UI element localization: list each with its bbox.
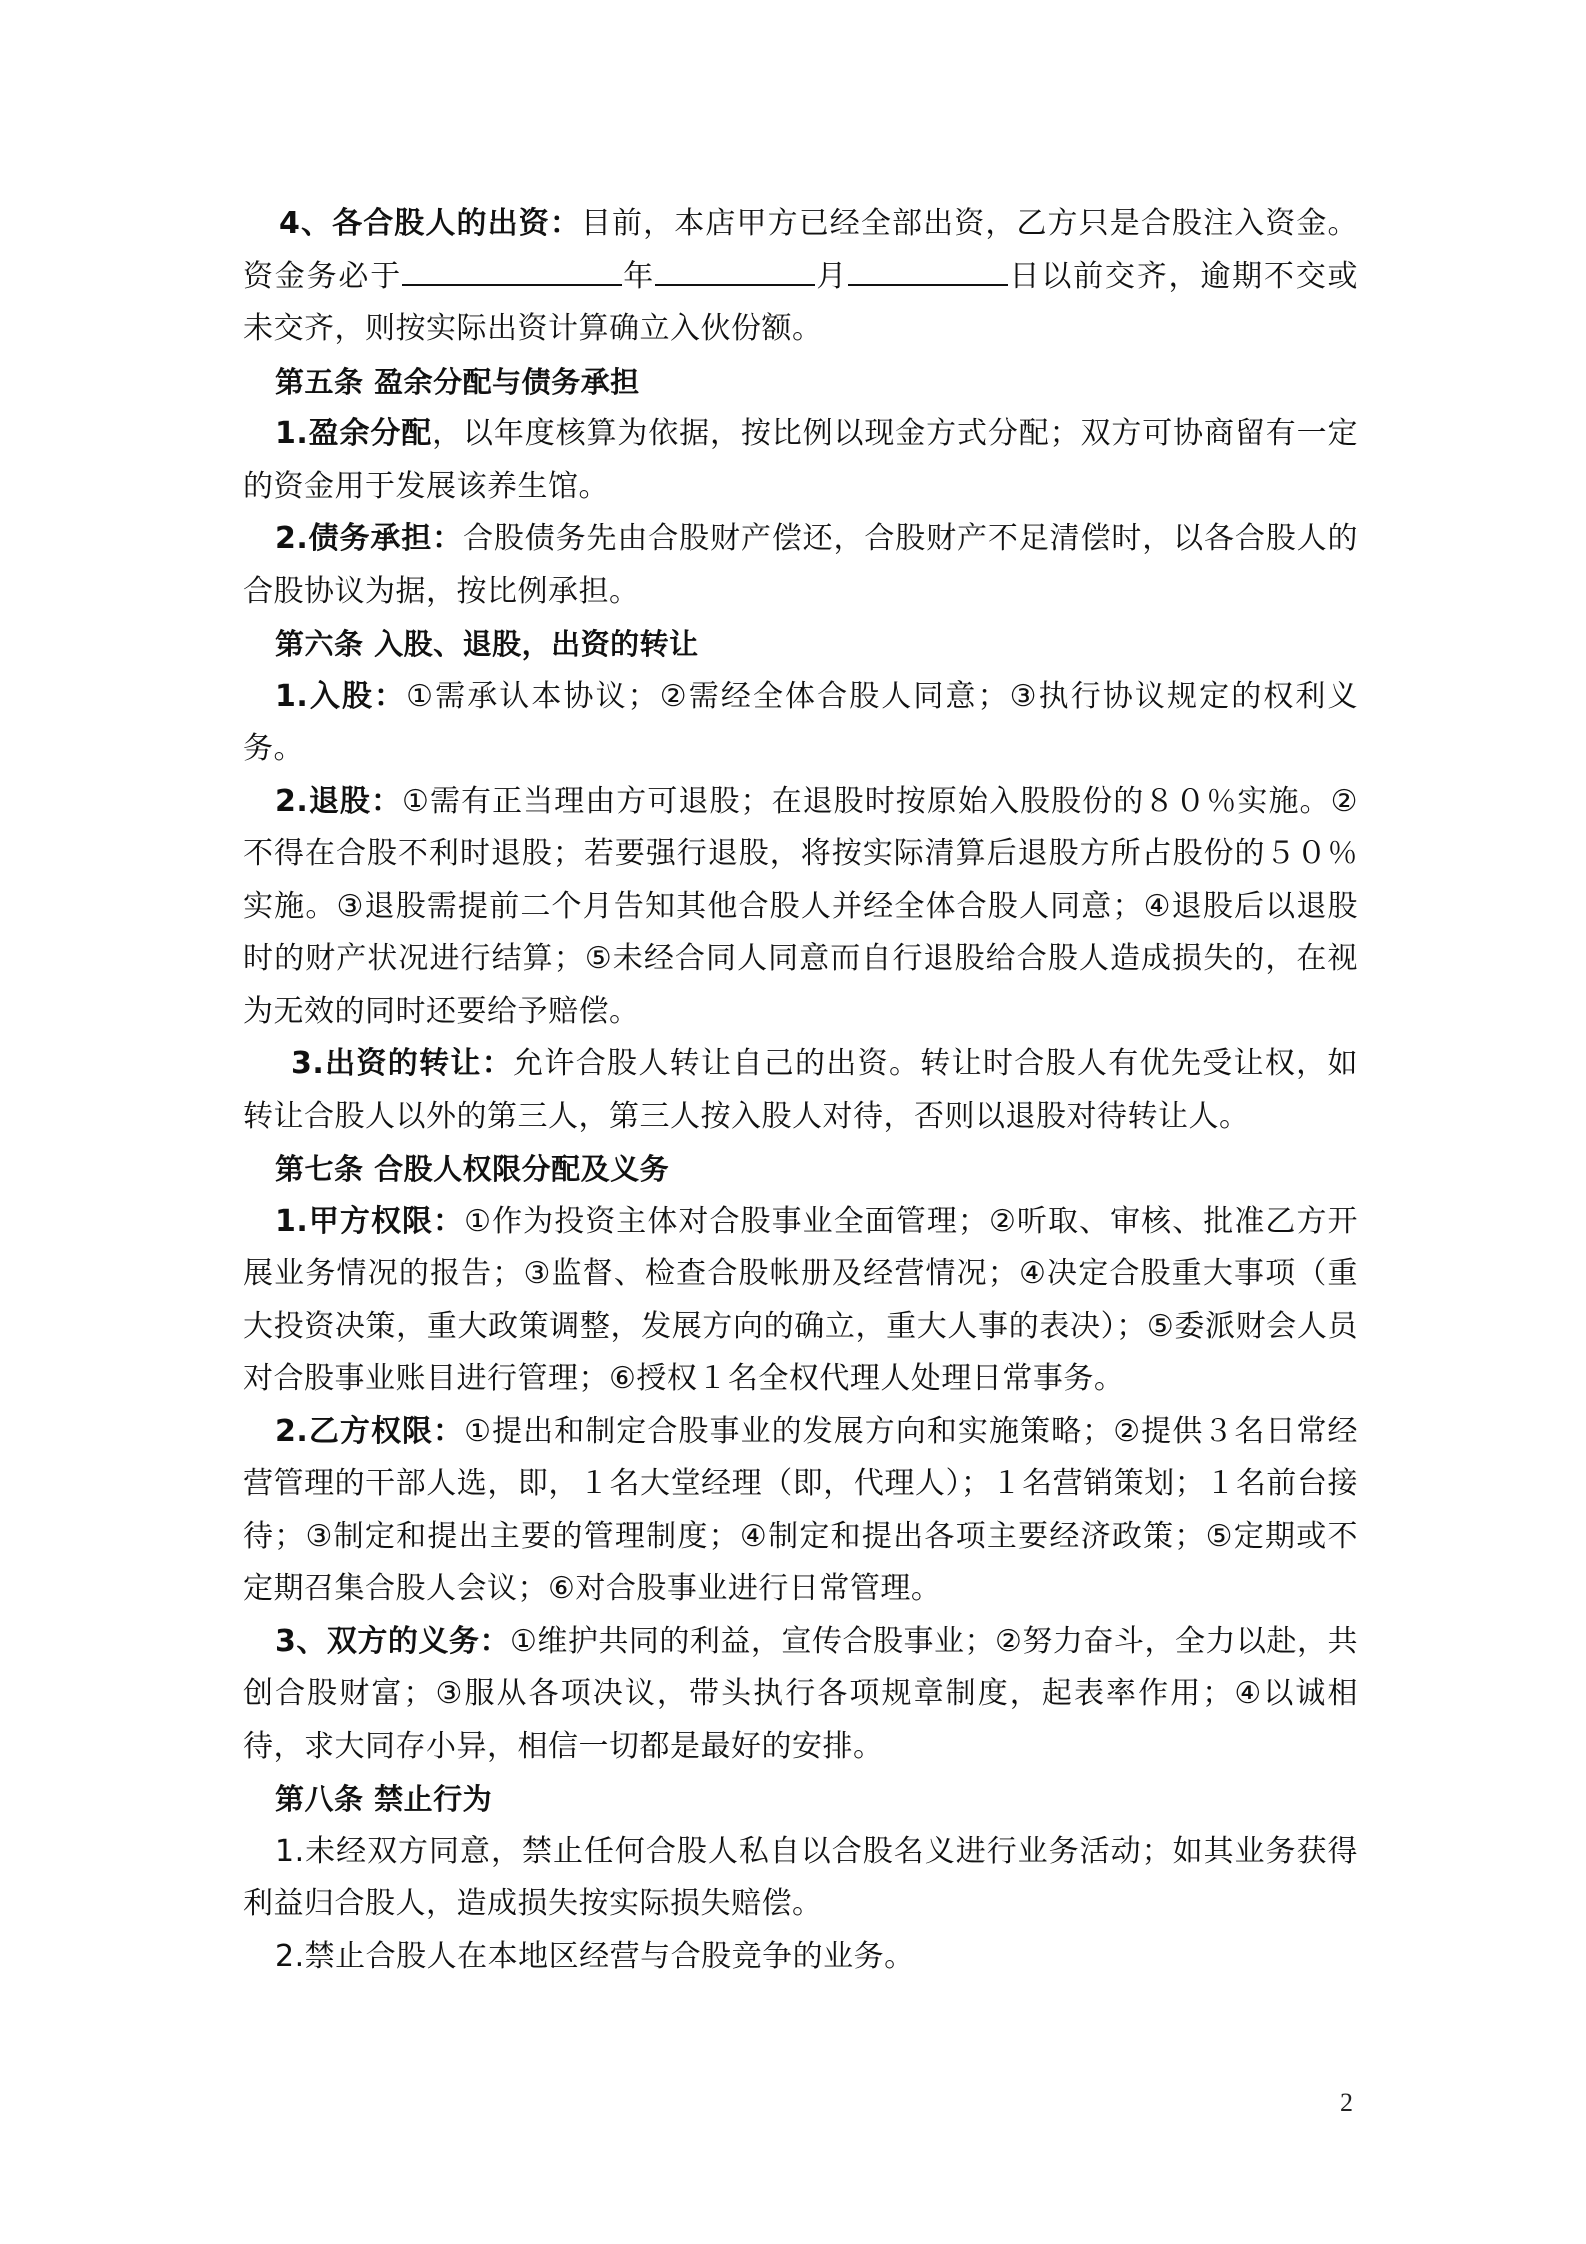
article-7-item	[243, 1196, 1358, 1406]
clause-4-text: 目前，本店甲方已经全部出资，乙方只是合股注入资金。资金务必于	[243, 206, 1359, 294]
item-text: 合股债务先由合股财产偿还，合股财产不足清偿时，以各合股人的合股协议为据，按比例承担。	[243, 521, 1358, 609]
article-6-title: 第六条 入股、退股，出资的转让	[275, 627, 699, 661]
item-lead: 2.退股：	[275, 783, 402, 819]
item-text: ，以年度核算为依据，按比例以现金方式分配；双方可协商留有一定的资金用于发展该养生馆。	[243, 416, 1359, 504]
item-lead: 2.债务承担：	[275, 521, 464, 556]
article-7-title: 第七条 合股人权限分配及义务	[275, 1152, 670, 1186]
article-8-item: 1.未经双方同意，禁止任何合股人私自以合股名义进行业务活动；如其业务获得利益归合股人，造成损失按实际损失赔偿。	[243, 1833, 1358, 1921]
article-7-item	[243, 1616, 1358, 1774]
article-5-title: 第五条 盈余分配与债务承担	[275, 364, 640, 399]
item-lead: 1.甲方权限：	[275, 1203, 465, 1239]
article-8-title: 第八条 禁止行为	[275, 1782, 493, 1816]
year-blank	[402, 283, 622, 286]
item-lead: 1.入股：	[275, 678, 407, 714]
item-text: ①需承认本协议；②需经全体合股人同意；③执行协议规定的权利义务。	[243, 678, 1358, 766]
article-7-item	[243, 1406, 1358, 1616]
clause-4-lead: 4、各合股人的出资：	[279, 206, 581, 241]
item-text: ①提出和制定合股事业的发展方向和实施策略；②提供３名日常经营管理的干部人选，即，１名大堂经理（即，代理人）；１名营销策划；１名前台接待；③制定和提出主要的管理制度；④制定和提出各项主要经济政策；⑤定期或不定期召集合股人会议；⑥对合股事业进行日常管理。	[243, 1413, 1358, 1606]
article-5-item	[243, 513, 1358, 618]
month-blank	[655, 283, 815, 286]
document-body	[243, 198, 1358, 1983]
article-6-item	[243, 1038, 1358, 1143]
clause-4-text-end: 日以前交齐，逾期不交或未交齐，则按实际出资计算确立入伙份额。	[243, 258, 1359, 346]
page-number: 2	[1340, 2088, 1353, 2117]
item-text: ①维护共同的利益，宣传合股事业；②努力奋斗，全力以赴，共创合股财富；③服从各项决议，带头执行各项规章制度，起表率作用；④以诚相待，求大同存小异，相信一切都是最好的安排。	[243, 1623, 1358, 1764]
article-6-item	[243, 776, 1358, 1039]
article-8-item: 2.禁止合股人在本地区经营与合股竞争的业务。	[275, 1938, 915, 1974]
item-text: 允许合股人转让自己的出资。转让时合股人有优先受让权，如转让合股人以外的第三人，第三人按入股人对待，否则以退股对待转让人。	[243, 1046, 1358, 1134]
year-label: 年	[622, 258, 656, 294]
item-lead: 1.盈余分配	[275, 416, 433, 451]
item-lead: 3.出资的转让：	[291, 1046, 514, 1081]
article-6-item	[243, 671, 1358, 776]
item-text: ①作为投资主体对合股事业全面管理；②听取、审核、批准乙方开展业务情况的报告；③监督、检查合股帐册及经营情况；④决定合股重大事项（重大投资决策，重大政策调整，发展方向的确立，重大人事的表决）；⑤委派财会人员对合股事业账目进行管理；⑥授权１名全权代理人处理日常事务。	[243, 1203, 1358, 1396]
clause-4-paragraph	[243, 198, 1358, 356]
item-lead: 2.乙方权限：	[275, 1413, 465, 1449]
day-blank	[848, 283, 1008, 286]
item-text: ①需有正当理由方可退股；在退股时按原始入股股份的８０％实施。②不得在合股不利时退股；若要强行退股，将按实际清算后退股方所占股份的５０％实施。③退股需提前二个月告知其他合股人并经全体合股人同意；④退股后以退股时的财产状况进行结算；⑤未经合同人同意而自行退股给合股人造成损失的，在视为无效的同时还要给予赔偿。	[243, 783, 1358, 1029]
month-label: 月	[815, 258, 849, 294]
item-lead: 3、双方的义务：	[275, 1623, 510, 1659]
article-5-item	[243, 408, 1358, 513]
